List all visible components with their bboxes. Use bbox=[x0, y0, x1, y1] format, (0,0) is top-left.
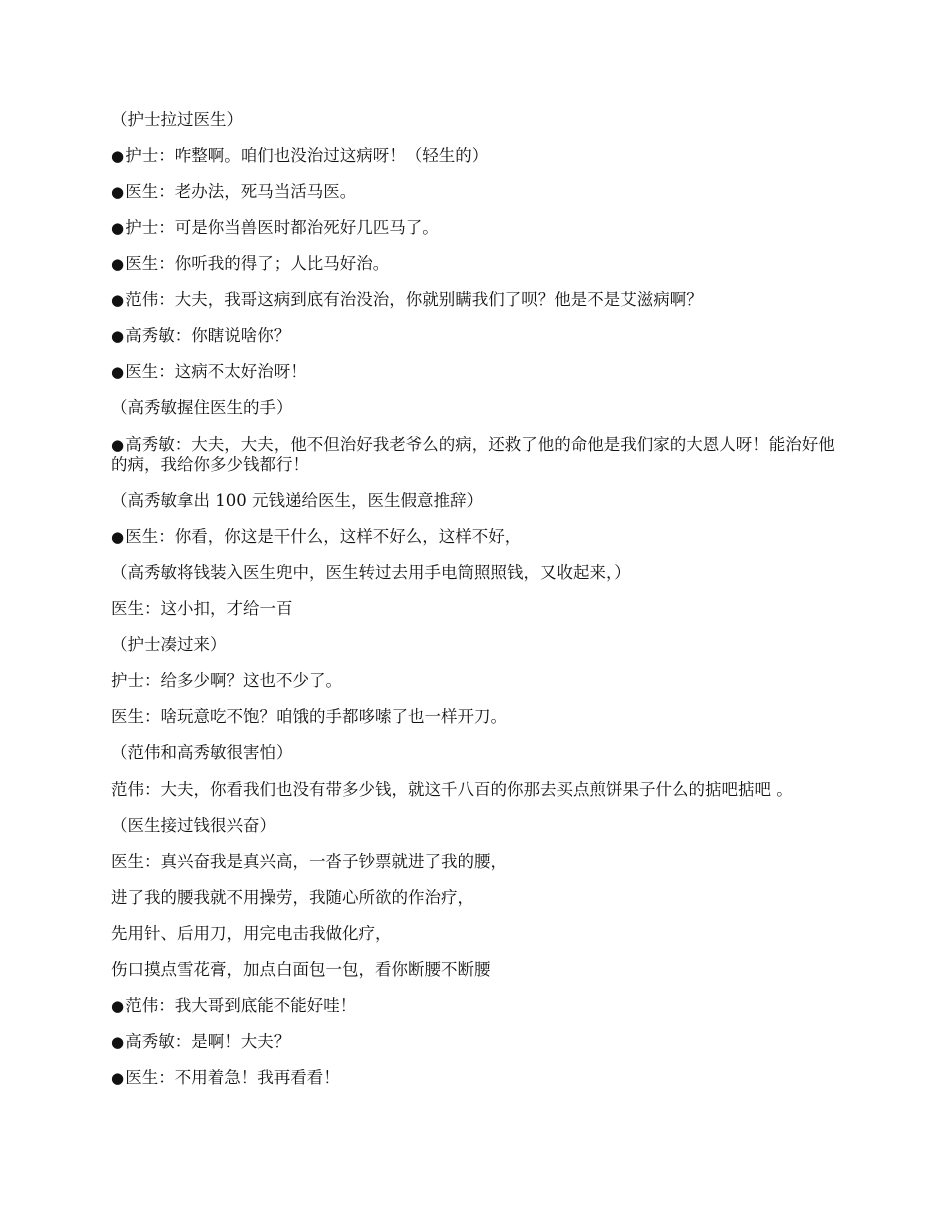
line-text: （高秀敏将钱装入医生兜中，医生转过去用手电筒照照钱，又收起来，） bbox=[111, 563, 631, 582]
line-text: 高秀敏：大夫，大夫，他不但治好我老爷么的病，还救了他的命他是我们家的大恩人呀！能治好他的病，我给你多少钱都行！ bbox=[111, 435, 835, 474]
stage-direction-line bbox=[111, 853, 845, 871]
line-text: 高秀敏：你瞎说啥你？ bbox=[125, 326, 291, 345]
line-text: （高秀敏拿出 100 元钱递给医生，医生假意推辞） bbox=[111, 491, 483, 510]
stage-direction-line bbox=[111, 925, 845, 943]
line-text: （高秀敏握住医生的手） bbox=[111, 398, 293, 417]
stage-direction-line bbox=[111, 636, 845, 654]
line-text: （医生接过钱很兴奋） bbox=[111, 816, 276, 835]
line-text: 医生：这小扣，才给一百 bbox=[111, 599, 293, 618]
line-text: 先用针、后用刀，用完电击我做化疗， bbox=[111, 924, 392, 943]
line-text: 医生：你听我的得了；人比马好治。 bbox=[125, 254, 390, 273]
dialogue-line bbox=[111, 183, 845, 201]
line-text: （护士凑过来） bbox=[111, 635, 227, 654]
stage-direction-line bbox=[111, 744, 845, 762]
bullet-icon: ● bbox=[111, 1069, 125, 1087]
line-text: 高秀敏：是啊！大夫？ bbox=[125, 1032, 291, 1051]
line-text: 进了我的腰我就不用操劳，我随心所欲的作治疗， bbox=[111, 888, 474, 907]
stage-direction-line bbox=[111, 399, 845, 417]
line-text: 医生：这病不太好治呀！ bbox=[125, 362, 307, 381]
dialogue-line bbox=[111, 528, 845, 546]
dialogue-line bbox=[111, 363, 845, 381]
line-text: 护士：可是你当兽医时都治死好几匹马了。 bbox=[125, 218, 439, 237]
dialogue-line bbox=[111, 255, 845, 273]
dialogue-line bbox=[111, 291, 845, 309]
dialogue-line bbox=[111, 1033, 845, 1051]
line-text: 范伟：我大哥到底能不能好哇！ bbox=[125, 996, 357, 1015]
line-text: （护士拉过医生） bbox=[111, 110, 243, 129]
bullet-icon: ● bbox=[111, 363, 125, 381]
line-text: 伤口摸点雪花膏，加点白面包一包，看你断腰不断腰 bbox=[111, 960, 491, 979]
bullet-icon: ● bbox=[111, 291, 125, 309]
line-text: 范伟：大夫，我哥这病到底有治没治，你就别瞒我们了呗？他是不是艾滋病啊？ bbox=[125, 290, 703, 309]
stage-direction-line bbox=[111, 780, 845, 799]
line-text: 医生：不用着急！我再看看！ bbox=[125, 1068, 340, 1087]
dialogue-line bbox=[111, 219, 845, 237]
stage-direction-line bbox=[111, 111, 845, 129]
bullet-icon: ● bbox=[111, 997, 125, 1015]
dialogue-line bbox=[111, 327, 845, 345]
stage-direction-line bbox=[111, 600, 845, 618]
line-text: 护士：给多少啊？这也不少了。 bbox=[111, 671, 342, 690]
line-text: 护士：咋整啊。咱们也没治过这病呀！（轻生的） bbox=[125, 146, 489, 165]
stage-direction-line bbox=[111, 889, 845, 907]
stage-direction-line bbox=[111, 961, 845, 979]
bullet-icon: ● bbox=[111, 255, 125, 273]
dialogue-line bbox=[111, 997, 845, 1015]
line-text: 医生：真兴奋我是真兴高，一沓子钞票就进了我的腰， bbox=[111, 852, 507, 871]
stage-direction-line bbox=[111, 492, 845, 510]
dialogue-line bbox=[111, 435, 845, 474]
line-text: 医生：你看，你这是干什么，这样不好么，这样不好， bbox=[125, 527, 522, 546]
bullet-icon: ● bbox=[111, 183, 125, 201]
bullet-icon: ● bbox=[111, 147, 125, 165]
stage-direction-line bbox=[111, 708, 845, 726]
line-text: （范伟和高秀敏很害怕） bbox=[111, 743, 293, 762]
line-text: 范伟：大夫，你看我们也没有带多少钱，就这千八百的你那去买点煎饼果子什么的掂吧掂吧 。 bbox=[111, 780, 793, 799]
bullet-icon: ● bbox=[111, 528, 125, 546]
stage-direction-line bbox=[111, 564, 845, 582]
script-lines bbox=[111, 111, 845, 1087]
stage-direction-line bbox=[111, 817, 845, 835]
bullet-icon: ● bbox=[111, 219, 125, 237]
stage-direction-line bbox=[111, 672, 845, 690]
bullet-icon: ● bbox=[111, 1033, 125, 1051]
line-text: 医生：老办法，死马当活马医。 bbox=[125, 182, 357, 201]
dialogue-line bbox=[111, 1069, 845, 1087]
dialogue-line bbox=[111, 147, 845, 165]
bullet-icon: ● bbox=[111, 436, 125, 454]
line-text: 医生：啥玩意吃不饱？咱饿的手都哆嗦了也一样开刀。 bbox=[111, 707, 507, 726]
bullet-icon: ● bbox=[111, 327, 125, 345]
